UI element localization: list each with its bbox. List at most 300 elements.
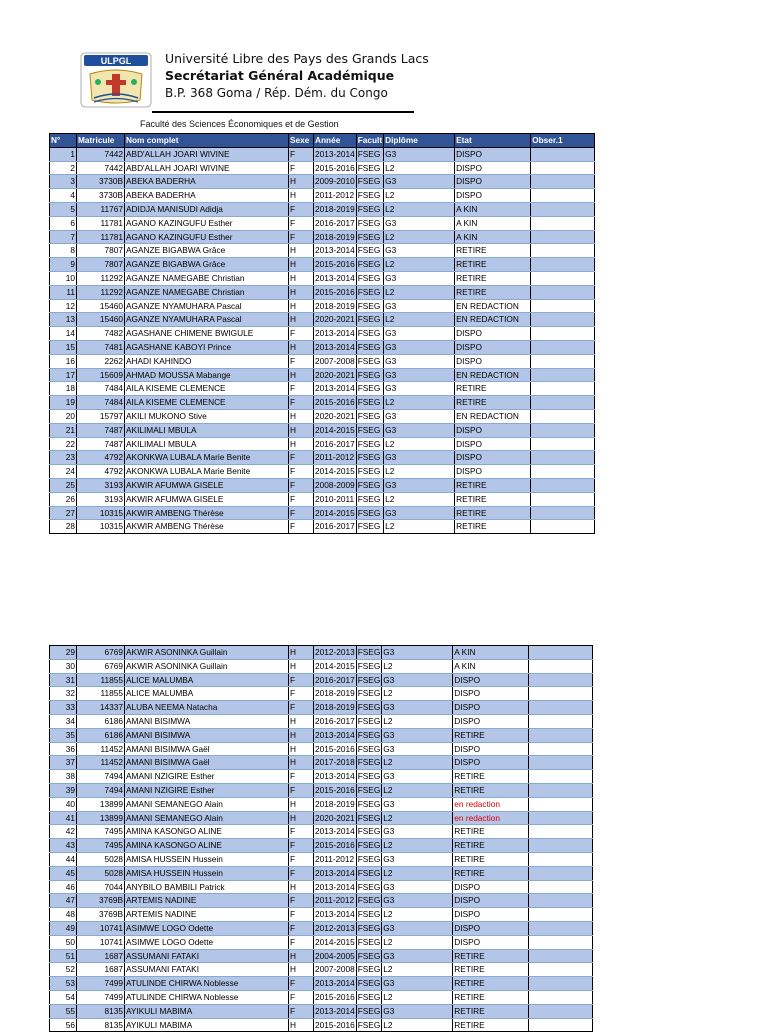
cell-academic-year: 2012-2013 bbox=[314, 646, 357, 660]
cell-matricule: 3730B bbox=[77, 175, 125, 189]
cell-matricule: 7442 bbox=[77, 147, 125, 161]
cell-diploma: G3 bbox=[384, 244, 455, 258]
cell-full-name: ASIMWE LOGO Odette bbox=[125, 921, 289, 935]
cell-matricule: 8135 bbox=[77, 1004, 125, 1018]
cell-row-number: 14 bbox=[50, 327, 77, 341]
cell-full-name: AKWIR AMBENG Thérèse bbox=[125, 520, 289, 534]
cell-row-number: 2 bbox=[50, 161, 77, 175]
cell-academic-year: 2013-2014 bbox=[314, 908, 357, 922]
table-row bbox=[50, 451, 595, 465]
cell-faculty: FSEG bbox=[356, 244, 383, 258]
table-row bbox=[50, 935, 593, 949]
cell-faculty: FSEG bbox=[356, 465, 383, 479]
cell-status: RETIRE bbox=[453, 963, 529, 977]
cell-matricule: 14337 bbox=[77, 701, 125, 715]
cell-diploma: G3 bbox=[384, 147, 455, 161]
table-row bbox=[50, 202, 595, 216]
cell-faculty: FSEG bbox=[356, 990, 382, 1004]
cell-full-name: AKILIMALI MBULA bbox=[125, 423, 289, 437]
cell-diploma: L2 bbox=[382, 687, 453, 701]
cell-faculty: FSEG bbox=[356, 673, 382, 687]
cell-academic-year: 2014-2015 bbox=[314, 506, 357, 520]
cell-academic-year: 2013-2014 bbox=[314, 340, 357, 354]
cell-row-number: 20 bbox=[50, 409, 77, 423]
cell-row-number: 13 bbox=[50, 313, 77, 327]
table-row bbox=[50, 687, 593, 701]
cell-sex: F bbox=[289, 852, 314, 866]
cell-row-number: 18 bbox=[50, 382, 77, 396]
cell-full-name: AGASHANE KABOYI Prince bbox=[125, 340, 289, 354]
table-row bbox=[50, 714, 593, 728]
cell-sex: H bbox=[289, 189, 314, 203]
header-col-faculte: Facult bbox=[356, 134, 383, 148]
cell-row-number: 34 bbox=[50, 714, 77, 728]
cell-matricule: 7442 bbox=[77, 161, 125, 175]
cell-sex: F bbox=[289, 327, 314, 341]
cell-diploma: G3 bbox=[384, 327, 455, 341]
cell-faculty: FSEG bbox=[356, 161, 383, 175]
cell-diploma: L2 bbox=[382, 990, 453, 1004]
cell-status: RETIRE bbox=[453, 977, 529, 991]
cell-status: RETIRE bbox=[453, 1004, 529, 1018]
cell-diploma: G3 bbox=[384, 423, 455, 437]
cell-academic-year: 2013-2014 bbox=[314, 825, 357, 839]
cell-diploma: L2 bbox=[382, 963, 453, 977]
cell-status: EN REDACTION bbox=[455, 368, 531, 382]
cell-matricule: 6186 bbox=[77, 714, 125, 728]
cell-observation bbox=[529, 811, 593, 825]
cell-status: DISPO bbox=[455, 327, 531, 341]
header-divider bbox=[152, 111, 414, 113]
cell-sex: F bbox=[289, 894, 314, 908]
cell-full-name: AMINA KASONGO ALINE bbox=[125, 825, 289, 839]
cell-faculty: FSEG bbox=[356, 770, 382, 784]
cell-diploma: G3 bbox=[384, 175, 455, 189]
cell-sex: F bbox=[289, 230, 314, 244]
cell-matricule: 3730B bbox=[77, 189, 125, 203]
cell-sex: H bbox=[289, 437, 314, 451]
cell-diploma: L2 bbox=[382, 714, 453, 728]
cell-status: RETIRE bbox=[453, 1018, 529, 1032]
cell-row-number: 41 bbox=[50, 811, 77, 825]
cell-faculty: FSEG bbox=[356, 866, 382, 880]
cell-faculty: FSEG bbox=[356, 520, 383, 534]
cell-row-number: 21 bbox=[50, 423, 77, 437]
cell-row-number: 24 bbox=[50, 465, 77, 479]
table-row bbox=[50, 368, 595, 382]
header-col-sexe: Sexe bbox=[289, 134, 314, 148]
cell-faculty: FSEG bbox=[356, 409, 383, 423]
table-row bbox=[50, 852, 593, 866]
university-address: B.P. 368 Goma / Rép. Dém. du Congo bbox=[165, 86, 388, 100]
cell-row-number: 43 bbox=[50, 839, 77, 853]
table-row bbox=[50, 465, 595, 479]
cell-academic-year: 2013-2014 bbox=[314, 244, 357, 258]
cell-status: RETIRE bbox=[455, 244, 531, 258]
cell-matricule: 15609 bbox=[77, 368, 125, 382]
cell-status: DISPO bbox=[453, 742, 529, 756]
cell-faculty: FSEG bbox=[356, 368, 383, 382]
cell-diploma: G3 bbox=[382, 921, 453, 935]
cell-matricule: 8135 bbox=[77, 1018, 125, 1032]
cell-academic-year: 2016-2017 bbox=[314, 520, 357, 534]
cell-full-name: AMISA HUSSEIN Hussein bbox=[125, 866, 289, 880]
cell-diploma: G3 bbox=[382, 949, 453, 963]
cell-observation bbox=[529, 701, 593, 715]
cell-diploma: G3 bbox=[384, 299, 455, 313]
cell-academic-year: 2014-2015 bbox=[314, 659, 357, 673]
cell-observation bbox=[529, 770, 593, 784]
cell-diploma: G3 bbox=[382, 894, 453, 908]
cell-sex: H bbox=[289, 423, 314, 437]
cell-full-name: ARTEMIS NADINE bbox=[125, 894, 289, 908]
cell-observation bbox=[529, 687, 593, 701]
cell-row-number: 3 bbox=[50, 175, 77, 189]
cell-faculty: FSEG bbox=[356, 977, 382, 991]
cell-academic-year: 2018-2019 bbox=[314, 299, 357, 313]
cell-matricule: 13899 bbox=[77, 811, 125, 825]
table-row bbox=[50, 797, 593, 811]
cell-sex: F bbox=[289, 1004, 314, 1018]
cell-full-name: ATULINDE CHIRWA Noblesse bbox=[125, 990, 289, 1004]
table-row bbox=[50, 340, 595, 354]
students-table-1 bbox=[49, 133, 595, 534]
cell-diploma: L2 bbox=[384, 189, 455, 203]
cell-status: RETIRE bbox=[453, 783, 529, 797]
cell-matricule: 3193 bbox=[77, 478, 125, 492]
cell-matricule: 15797 bbox=[77, 409, 125, 423]
cell-sex: H bbox=[289, 368, 314, 382]
table-row bbox=[50, 396, 595, 410]
cell-full-name: ATULINDE CHIRWA Noblesse bbox=[125, 977, 289, 991]
students-table-2 bbox=[49, 645, 593, 1032]
cell-full-name: AKWIR AMBENG Thérèse bbox=[125, 506, 289, 520]
cell-matricule: 7484 bbox=[77, 382, 125, 396]
cell-observation bbox=[531, 396, 595, 410]
cell-academic-year: 2015-2016 bbox=[314, 742, 357, 756]
cell-full-name: AMANI NZIGIRE Esther bbox=[125, 783, 289, 797]
cell-faculty: FSEG bbox=[356, 714, 382, 728]
cell-matricule: 11781 bbox=[77, 230, 125, 244]
cell-observation bbox=[531, 285, 595, 299]
table-row bbox=[50, 728, 593, 742]
cell-status: A KIN bbox=[453, 646, 529, 660]
cell-full-name: ABD'ALLAH JOARI WIVINE bbox=[125, 147, 289, 161]
cell-row-number: 22 bbox=[50, 437, 77, 451]
cell-faculty: FSEG bbox=[356, 396, 383, 410]
table-row bbox=[50, 990, 593, 1004]
table-row bbox=[50, 1018, 593, 1032]
cell-diploma: G3 bbox=[384, 451, 455, 465]
cell-sex: F bbox=[289, 520, 314, 534]
cell-academic-year: 2014-2015 bbox=[314, 423, 357, 437]
cell-faculty: FSEG bbox=[356, 811, 382, 825]
cell-row-number: 30 bbox=[50, 659, 77, 673]
cell-faculty: FSEG bbox=[356, 687, 382, 701]
cell-diploma: L2 bbox=[382, 1018, 453, 1032]
cell-full-name: AMANI BISIMWA bbox=[125, 728, 289, 742]
cell-status: DISPO bbox=[455, 465, 531, 479]
table-row bbox=[50, 783, 593, 797]
cell-full-name: AKWIR AFUMWA GISELE bbox=[125, 478, 289, 492]
cell-row-number: 4 bbox=[50, 189, 77, 203]
cell-status: RETIRE bbox=[453, 770, 529, 784]
cell-full-name: AGANO KAZINGUFU Esther bbox=[125, 216, 289, 230]
cell-sex: H bbox=[289, 728, 314, 742]
cell-full-name: ABEKA BADERHA bbox=[125, 175, 289, 189]
cell-observation bbox=[531, 478, 595, 492]
cell-row-number: 29 bbox=[50, 646, 77, 660]
cell-diploma: G3 bbox=[382, 880, 453, 894]
cell-matricule: 3193 bbox=[77, 492, 125, 506]
cell-status: RETIRE bbox=[453, 866, 529, 880]
cell-status: DISPO bbox=[455, 437, 531, 451]
cell-academic-year: 2015-2016 bbox=[314, 783, 357, 797]
cell-academic-year: 2014-2015 bbox=[314, 935, 357, 949]
cell-observation bbox=[531, 437, 595, 451]
cell-observation bbox=[529, 646, 593, 660]
cell-matricule: 7499 bbox=[77, 990, 125, 1004]
cell-sex: H bbox=[289, 659, 314, 673]
cell-sex: H bbox=[289, 797, 314, 811]
table-row bbox=[50, 313, 595, 327]
cell-sex: H bbox=[289, 811, 314, 825]
cell-status: EN REDACTION bbox=[455, 313, 531, 327]
cell-sex: F bbox=[289, 990, 314, 1004]
cell-observation bbox=[531, 258, 595, 272]
header-col-number: N° bbox=[50, 134, 77, 148]
cell-academic-year: 2013-2014 bbox=[314, 977, 357, 991]
cell-faculty: FSEG bbox=[356, 825, 382, 839]
header-col-diplome: Diplôme bbox=[384, 134, 455, 148]
cell-faculty: FSEG bbox=[356, 202, 383, 216]
cell-full-name: AMANI BISIMWA bbox=[125, 714, 289, 728]
cell-academic-year: 2013-2014 bbox=[314, 866, 357, 880]
cell-sex: F bbox=[289, 216, 314, 230]
cell-sex: H bbox=[289, 175, 314, 189]
cell-full-name: AGANZE NYAMUHARA Pascal bbox=[125, 313, 289, 327]
cell-observation bbox=[529, 963, 593, 977]
cell-row-number: 35 bbox=[50, 728, 77, 742]
cell-academic-year: 2010-2011 bbox=[314, 492, 357, 506]
cell-faculty: FSEG bbox=[356, 659, 382, 673]
cell-observation bbox=[531, 216, 595, 230]
cell-sex: H bbox=[289, 340, 314, 354]
cell-observation bbox=[531, 520, 595, 534]
cell-observation bbox=[531, 409, 595, 423]
cell-faculty: FSEG bbox=[356, 908, 382, 922]
cell-full-name: AKWIR ASONINKA Guillain bbox=[125, 646, 289, 660]
table-row bbox=[50, 701, 593, 715]
cell-full-name: AMANI BISIMWA Gaël bbox=[125, 756, 289, 770]
cell-faculty: FSEG bbox=[356, 271, 383, 285]
cell-row-number: 46 bbox=[50, 880, 77, 894]
cell-sex: F bbox=[289, 839, 314, 853]
cell-full-name: AKONKWA LUBALA Marie Benite bbox=[125, 465, 289, 479]
cell-full-name: AMINA KASONGO ALINE bbox=[125, 839, 289, 853]
cell-diploma: G3 bbox=[384, 409, 455, 423]
cell-row-number: 1 bbox=[50, 147, 77, 161]
cell-faculty: FSEG bbox=[356, 299, 383, 313]
cell-faculty: FSEG bbox=[356, 285, 383, 299]
cell-row-number: 10 bbox=[50, 271, 77, 285]
cell-observation bbox=[531, 327, 595, 341]
cell-observation bbox=[529, 852, 593, 866]
cell-full-name: ARTEMIS NADINE bbox=[125, 908, 289, 922]
cell-row-number: 15 bbox=[50, 340, 77, 354]
cell-faculty: FSEG bbox=[356, 175, 383, 189]
cell-row-number: 26 bbox=[50, 492, 77, 506]
cell-row-number: 39 bbox=[50, 783, 77, 797]
cell-sex: F bbox=[289, 770, 314, 784]
cell-status: DISPO bbox=[453, 756, 529, 770]
cell-status: RETIRE bbox=[455, 478, 531, 492]
cell-faculty: FSEG bbox=[356, 756, 382, 770]
cell-status: en redaction bbox=[453, 811, 529, 825]
cell-diploma: L2 bbox=[382, 908, 453, 922]
cell-sex: H bbox=[289, 271, 314, 285]
cell-observation bbox=[531, 506, 595, 520]
table-row bbox=[50, 216, 595, 230]
cell-faculty: FSEG bbox=[356, 382, 383, 396]
table-row bbox=[50, 506, 595, 520]
cell-full-name: ABD'ALLAH JOARI WIVINE bbox=[125, 161, 289, 175]
cell-observation bbox=[529, 949, 593, 963]
logo-text: ULPGL bbox=[100, 56, 132, 66]
cell-matricule: 1687 bbox=[77, 963, 125, 977]
cell-faculty: FSEG bbox=[356, 935, 382, 949]
cell-status: EN REDACTION bbox=[455, 409, 531, 423]
cell-status: A KIN bbox=[455, 216, 531, 230]
cell-observation bbox=[531, 382, 595, 396]
cell-status: RETIRE bbox=[455, 271, 531, 285]
cell-row-number: 27 bbox=[50, 506, 77, 520]
cell-faculty: FSEG bbox=[356, 230, 383, 244]
cell-row-number: 50 bbox=[50, 935, 77, 949]
cell-diploma: L2 bbox=[384, 396, 455, 410]
cell-matricule: 11767 bbox=[77, 202, 125, 216]
cell-full-name: AMANI BISIMWA Gaël bbox=[125, 742, 289, 756]
cell-faculty: FSEG bbox=[356, 797, 382, 811]
cell-academic-year: 2013-2014 bbox=[314, 770, 357, 784]
cell-status: DISPO bbox=[455, 354, 531, 368]
cell-observation bbox=[531, 189, 595, 203]
cell-row-number: 37 bbox=[50, 756, 77, 770]
cell-row-number: 31 bbox=[50, 673, 77, 687]
header-col-etat: Etat bbox=[455, 134, 531, 148]
cell-matricule: 13899 bbox=[77, 797, 125, 811]
cell-faculty: FSEG bbox=[356, 216, 383, 230]
cell-diploma: L2 bbox=[382, 783, 453, 797]
cell-row-number: 25 bbox=[50, 478, 77, 492]
cell-row-number: 28 bbox=[50, 520, 77, 534]
cell-sex: F bbox=[289, 396, 314, 410]
cell-faculty: FSEG bbox=[356, 478, 383, 492]
cell-matricule: 6769 bbox=[77, 646, 125, 660]
cell-observation bbox=[529, 990, 593, 1004]
cell-diploma: G3 bbox=[382, 742, 453, 756]
cell-row-number: 42 bbox=[50, 825, 77, 839]
cell-diploma: L2 bbox=[384, 230, 455, 244]
cell-full-name: ASSUMANI FATAKI bbox=[125, 949, 289, 963]
cell-sex: F bbox=[289, 935, 314, 949]
cell-observation bbox=[529, 908, 593, 922]
cell-status: A KIN bbox=[455, 202, 531, 216]
cell-diploma: L2 bbox=[384, 465, 455, 479]
header-col-matricule: Matricule bbox=[77, 134, 125, 148]
cell-row-number: 19 bbox=[50, 396, 77, 410]
cell-row-number: 48 bbox=[50, 908, 77, 922]
cell-status: RETIRE bbox=[453, 852, 529, 866]
cell-faculty: FSEG bbox=[356, 728, 382, 742]
cell-status: DISPO bbox=[453, 908, 529, 922]
header-col-nom-complet: Nom complet bbox=[125, 134, 289, 148]
table-row bbox=[50, 921, 593, 935]
cell-status: EN REDACTION bbox=[455, 299, 531, 313]
cell-row-number: 56 bbox=[50, 1018, 77, 1032]
table-row bbox=[50, 673, 593, 687]
cell-row-number: 16 bbox=[50, 354, 77, 368]
cell-matricule: 7499 bbox=[77, 977, 125, 991]
cell-matricule: 3769B bbox=[77, 908, 125, 922]
cell-status: DISPO bbox=[453, 935, 529, 949]
cell-row-number: 8 bbox=[50, 244, 77, 258]
cell-sex: F bbox=[289, 354, 314, 368]
table-row bbox=[50, 189, 595, 203]
table-row bbox=[50, 880, 593, 894]
cell-academic-year: 2020-2021 bbox=[314, 811, 357, 825]
cell-matricule: 10741 bbox=[77, 921, 125, 935]
cell-row-number: 36 bbox=[50, 742, 77, 756]
cell-matricule: 7807 bbox=[77, 258, 125, 272]
table-row bbox=[50, 258, 595, 272]
cell-status: DISPO bbox=[455, 189, 531, 203]
table-row bbox=[50, 492, 595, 506]
cell-row-number: 51 bbox=[50, 949, 77, 963]
cell-diploma: L2 bbox=[384, 161, 455, 175]
cell-status: DISPO bbox=[453, 714, 529, 728]
cell-row-number: 12 bbox=[50, 299, 77, 313]
cell-academic-year: 2020-2021 bbox=[314, 409, 357, 423]
cell-academic-year: 2018-2019 bbox=[314, 797, 357, 811]
cell-faculty: FSEG bbox=[356, 949, 382, 963]
cell-sex: H bbox=[289, 244, 314, 258]
cell-full-name: AGANZE NAMEGABE Christian bbox=[125, 271, 289, 285]
cell-diploma: L2 bbox=[382, 935, 453, 949]
cell-diploma: L2 bbox=[382, 756, 453, 770]
cell-academic-year: 2013-2014 bbox=[314, 880, 357, 894]
cell-observation bbox=[529, 659, 593, 673]
cell-academic-year: 2020-2021 bbox=[314, 368, 357, 382]
cell-row-number: 5 bbox=[50, 202, 77, 216]
cell-sex: F bbox=[289, 783, 314, 797]
table-row bbox=[50, 977, 593, 991]
cell-faculty: FSEG bbox=[356, 423, 383, 437]
cell-diploma: L2 bbox=[384, 437, 455, 451]
cell-sex: F bbox=[289, 202, 314, 216]
cell-matricule: 5028 bbox=[77, 852, 125, 866]
cell-diploma: L2 bbox=[382, 866, 453, 880]
cell-row-number: 17 bbox=[50, 368, 77, 382]
cell-diploma: G3 bbox=[382, 701, 453, 715]
cell-academic-year: 2011-2012 bbox=[314, 894, 357, 908]
cell-sex: F bbox=[289, 492, 314, 506]
cell-full-name: AGANZE BIGABWA Grâce bbox=[125, 244, 289, 258]
cell-observation bbox=[531, 423, 595, 437]
cell-observation bbox=[529, 825, 593, 839]
cell-matricule: 2262 bbox=[77, 354, 125, 368]
cell-diploma: G3 bbox=[382, 977, 453, 991]
